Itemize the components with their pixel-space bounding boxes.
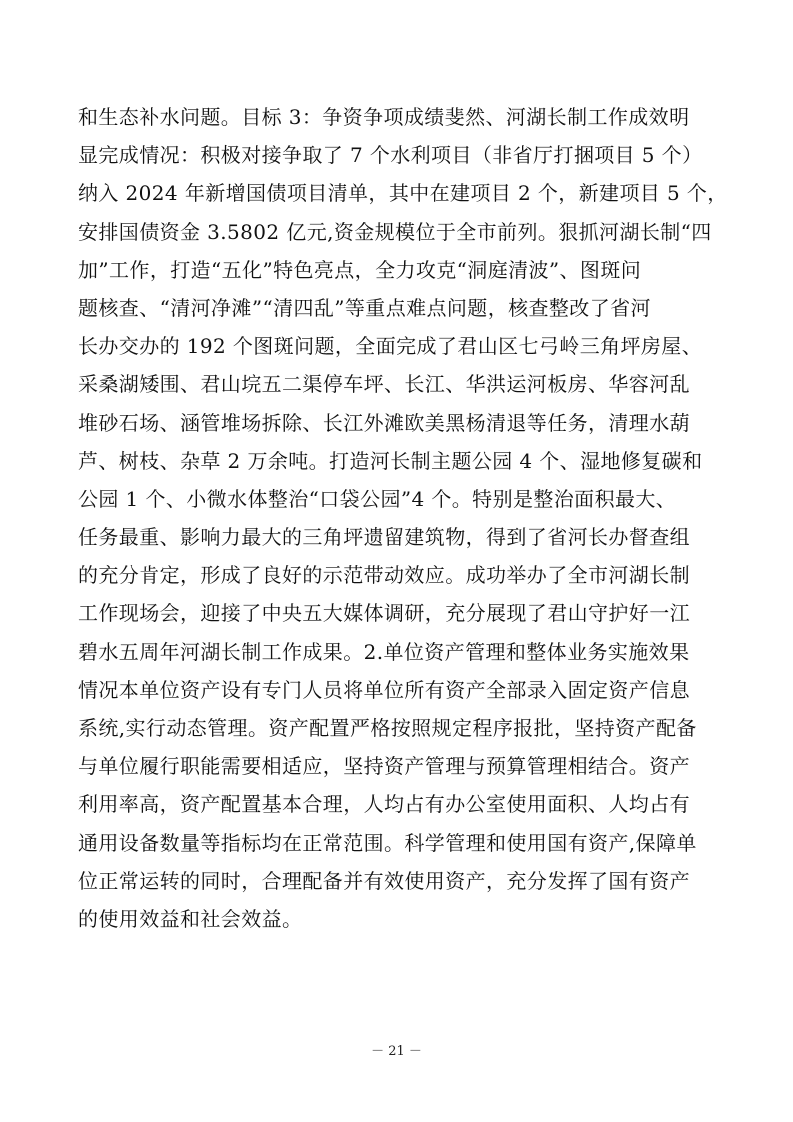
text-line: 题核查、“清河净滩”“清四乱”等重点难点问题，核查整改了省河 [78,295,651,320]
text-line: 长办交办的 192 个图斑问题，全面完成了君山区七弓岭三角坪房屋、 [78,334,703,359]
text-line: 工作现场会，迎接了中央五大媒体调研，充分展现了君山守护好一江 [78,601,690,626]
text-line: 利用率高，资产配置基本合理，人均占有办公室使用面积、人均占有 [78,792,690,817]
text-line: 和生态补水问题。目标 3：争资争项成绩斐然、河湖长制工作成效明 [78,105,690,129]
text-line: 显完成情况：积极对接争取了 7 个水利项目（非省厅打捆项目 5 个） [78,143,703,168]
text-line: 系统,实行动态管理。资产配置严格按照规定程序报批，坚持资产配备 [78,716,697,740]
text-line: 加”工作，打造“五化”特色亮点，全力攻克“洞庭清波”、图斑问 [78,257,642,282]
text-line: 采桑湖矮围、君山垸五二渠停车坪、长江、华洪运河板房、华容河乱 [78,372,690,397]
text-line: 公园 1 个、小微水体整治“口袋公园”4 个。特别是整治面积最大、 [78,486,677,511]
text-line: 安排国债资金 3.5802 亿元,资金规模位于全市前列。狠抓河湖长制“四 [78,219,712,244]
text-line: 纳入 2024 年新增国债项目清单，其中在建项目 2 个，新建项目 5 个， [78,181,728,206]
text-line: 任务最重、影响力最大的三角坪遗留建筑物，得到了省河长办督查组 [78,525,690,550]
text-line: 情况本单位资产设有专门人员将单位所有资产全部录入固定资产信息 [78,677,690,702]
text-line: 堆砂石场、涵管堆场拆除、长江外滩欧美黑杨清退等任务，清理水葫 [78,410,690,435]
body-text [78,98,728,938]
page-number: － 21 － [371,1044,422,1059]
text-line: 芦、树枝、杂草 2 万余吨。打造河长制主题公园 4 个、湿地修复碳和 [78,448,703,473]
text-line: 通用设备数量等指标均在正常范围。科学管理和使用国有资产,保障单 [78,830,697,855]
text-line: 的使用效益和社会效益。 [78,906,303,931]
text-line: 碧水五周年河湖长制工作成果。2.单位资产管理和整体业务实施效果 [78,639,690,664]
text-line: 的充分肯定，形成了良好的示范带动效应。成功举办了全市河湖长制 [78,563,690,588]
text-line: 位正常运转的同时，合理配备并有效使用资产，充分发挥了国有资产 [78,868,690,893]
text-line: 与单位履行职能需要相适应，坚持资产管理与预算管理相结合。资产 [78,754,690,779]
